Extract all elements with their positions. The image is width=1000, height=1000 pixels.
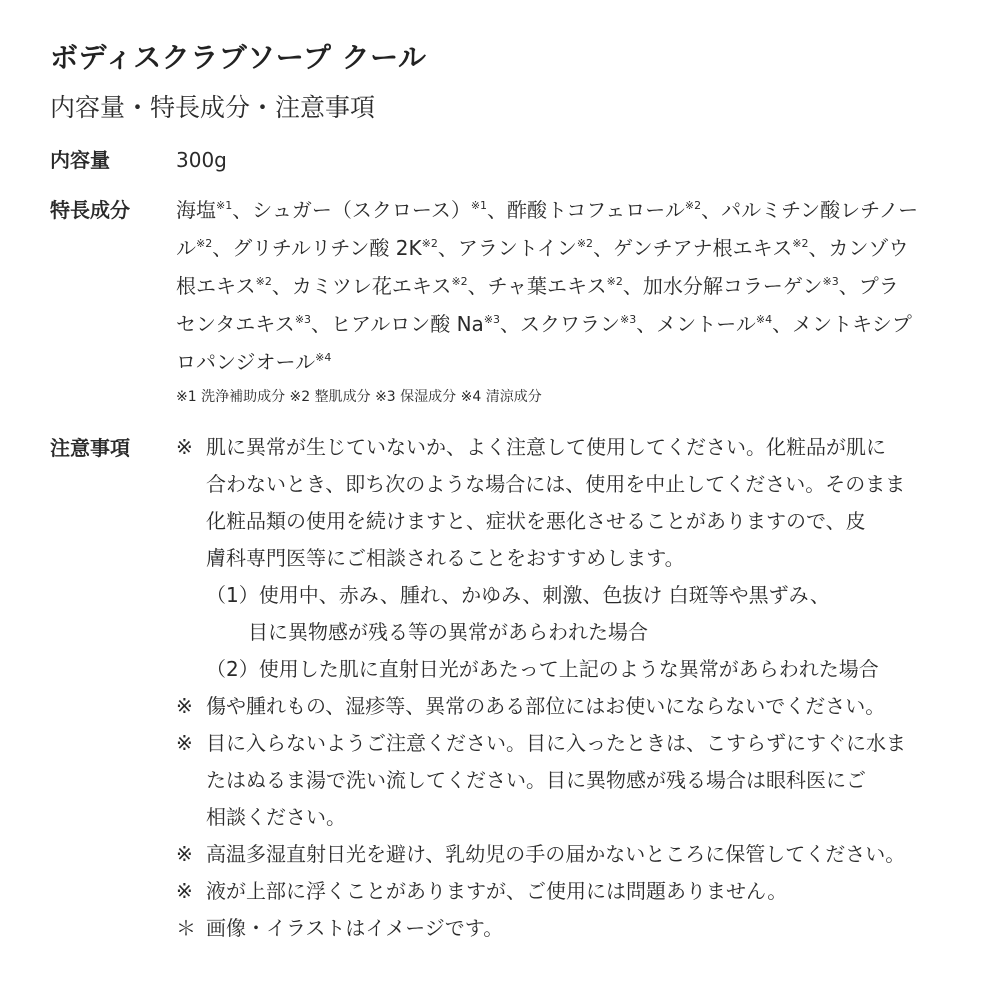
ingredient-name: グリチルリチン酸 2K xyxy=(232,236,422,260)
cautions-list xyxy=(176,429,976,947)
ingredient-footnote-mark: ※1 xyxy=(470,199,488,212)
ingredient-separator: 、 xyxy=(212,236,233,260)
ingredient-name: スクワラン xyxy=(520,312,621,336)
ingredient-footnote-mark: ※3 xyxy=(483,313,501,326)
caution-line xyxy=(176,651,976,688)
ingredient-footnote-mark: ※2 xyxy=(196,237,213,250)
ingredient-name: アラントイン xyxy=(457,236,577,260)
ingredient-separator: 、 xyxy=(838,274,859,298)
caution-line xyxy=(176,577,976,614)
ingredient-footnote-mark: ※4 xyxy=(315,351,332,364)
caution-line xyxy=(176,762,976,799)
ingredient-name: ロパンジオール xyxy=(176,350,316,374)
ingredient-separator: 、 xyxy=(311,312,332,336)
ingredient-separator: 、 xyxy=(271,274,292,298)
ingredient-separator: 、 xyxy=(808,236,829,260)
ingredient-name: ル xyxy=(176,236,196,260)
ingredient-separator: 、 xyxy=(593,236,614,260)
ingredient-name: カンゾウ xyxy=(828,236,909,260)
caution-line xyxy=(176,429,976,466)
ingredient-separator: 、 xyxy=(772,312,793,336)
caution-text: 目に異物感が残る等の異常があらわれた場合 xyxy=(248,620,648,644)
ingredient-separator: 、 xyxy=(232,198,253,222)
ingredient-name: パルミチン酸レチノー xyxy=(721,198,919,222)
ingredient-footnote-mark: ※1 xyxy=(216,199,233,212)
ingredient-footnote-mark: ※2 xyxy=(576,237,594,250)
ingredient-footnote-mark: ※2 xyxy=(421,237,438,250)
ingredient-footnote-mark: ※2 xyxy=(606,275,623,288)
ingredients-list xyxy=(176,191,966,381)
caution-line xyxy=(176,614,976,651)
ingredient-name: 海塩 xyxy=(176,198,216,222)
ingredient-separator: 、 xyxy=(636,312,657,336)
ingredient-separator: 、 xyxy=(467,274,488,298)
ingredient-line xyxy=(176,267,966,305)
ingredient-name: シュガー（スクロース） xyxy=(252,198,471,222)
caution-mark: ※ xyxy=(176,842,193,866)
caution-line xyxy=(176,873,976,910)
ingredient-name: カミツレ花エキス xyxy=(291,274,452,298)
caution-line xyxy=(176,725,976,762)
ingredient-separator: 、 xyxy=(622,274,643,298)
volume-value: 300g xyxy=(176,148,227,172)
caution-text: （1）使用中、赤み、腫れ、かゆみ、刺激、色抜け 白斑等や黒ずみ、 xyxy=(206,583,830,607)
caution-text: 膚科専門医等にご相談されることをおすすめします。 xyxy=(206,546,685,570)
ingredient-name: 根エキス xyxy=(176,274,256,298)
ingredients-label: 特長成分 xyxy=(50,198,130,222)
ingredient-footnote-mark: ※3 xyxy=(822,275,839,288)
ingredient-name: 酢酸トコフェロール xyxy=(507,198,685,222)
ingredient-line xyxy=(176,229,966,267)
caution-mark: ＊ xyxy=(176,916,196,940)
ingredient-name: 加水分解コラーゲン xyxy=(642,274,823,298)
caution-mark: ※ xyxy=(176,879,193,903)
volume-label: 内容量 xyxy=(50,148,110,172)
caution-text: 肌に異常が生じていないか、よく注意して使用してください。化粧品が肌に xyxy=(206,435,886,459)
ingredient-name: メントール xyxy=(656,312,756,336)
caution-text: 画像・イラストはイメージです。 xyxy=(206,916,504,940)
section-subtitle: 内容量・特長成分・注意事項 xyxy=(50,93,376,122)
ingredient-line xyxy=(176,305,966,343)
caution-line xyxy=(176,466,976,503)
ingredient-footnote-mark: ※2 xyxy=(451,275,468,288)
cautions-label: 注意事項 xyxy=(50,436,130,460)
caution-line xyxy=(176,836,976,873)
caution-line xyxy=(176,688,976,725)
ingredient-name: ヒアルロン酸 Na xyxy=(331,312,484,336)
caution-line xyxy=(176,910,976,947)
caution-text: 目に入らないようご注意ください。目に入ったときは、こすらずにすぐに水ま xyxy=(206,731,906,755)
caution-text: たはぬるま湯で洗い流してください。目に異物感が残る場合は眼科医にご xyxy=(206,768,866,792)
ingredient-name: メントキシプ xyxy=(792,312,912,336)
ingredient-name: チャ葉エキス xyxy=(487,274,607,298)
caution-text: （2）使用した肌に直射日光があたって上記のような異常があらわれた場合 xyxy=(206,657,879,681)
ingredients-footnote: ※1 洗浄補助成分 ※2 整肌成分 ※3 保湿成分 ※4 清涼成分 xyxy=(176,389,542,405)
ingredient-separator: 、 xyxy=(487,198,508,222)
caution-line xyxy=(176,503,976,540)
caution-text: 傷や腫れもの、湿疹等、異常のある部位にはお使いにならないでください。 xyxy=(206,694,886,718)
caution-mark: ※ xyxy=(176,694,193,718)
ingredient-separator: 、 xyxy=(500,312,521,336)
ingredient-footnote-mark: ※3 xyxy=(294,313,312,326)
ingredient-separator: 、 xyxy=(701,198,722,222)
caution-text: 相談ください。 xyxy=(206,805,346,829)
caution-text: 液が上部に浮くことがありますが、ご使用には問題ありません。 xyxy=(206,879,788,903)
caution-line xyxy=(176,799,976,836)
ingredient-name: センタエキス xyxy=(176,312,295,336)
caution-mark: ※ xyxy=(176,435,193,459)
ingredient-name: プラ xyxy=(858,274,899,298)
product-title: ボディスクラブソープ クール xyxy=(50,41,427,74)
caution-line xyxy=(176,540,976,577)
ingredient-separator: 、 xyxy=(437,236,458,260)
ingredient-footnote-mark: ※4 xyxy=(755,313,773,326)
ingredient-footnote-mark: ※2 xyxy=(255,275,272,288)
caution-text: 合わないとき、即ち次のような場合には、使用を中止してください。そのまま xyxy=(206,472,906,496)
ingredient-name: ゲンチアナ根エキス xyxy=(613,236,793,260)
ingredient-line xyxy=(176,191,966,229)
ingredient-footnote-mark: ※3 xyxy=(620,313,637,326)
caution-text: 高温多湿直射日光を避け、乳幼児の手の届かないところに保管してください。 xyxy=(206,842,906,866)
caution-text: 化粧品類の使用を続けますと、症状を悪化させることがありますので、皮 xyxy=(206,509,866,533)
ingredient-footnote-mark: ※2 xyxy=(684,199,702,212)
ingredient-footnote-mark: ※2 xyxy=(792,237,809,250)
caution-mark: ※ xyxy=(176,731,193,755)
ingredient-line xyxy=(176,343,966,381)
